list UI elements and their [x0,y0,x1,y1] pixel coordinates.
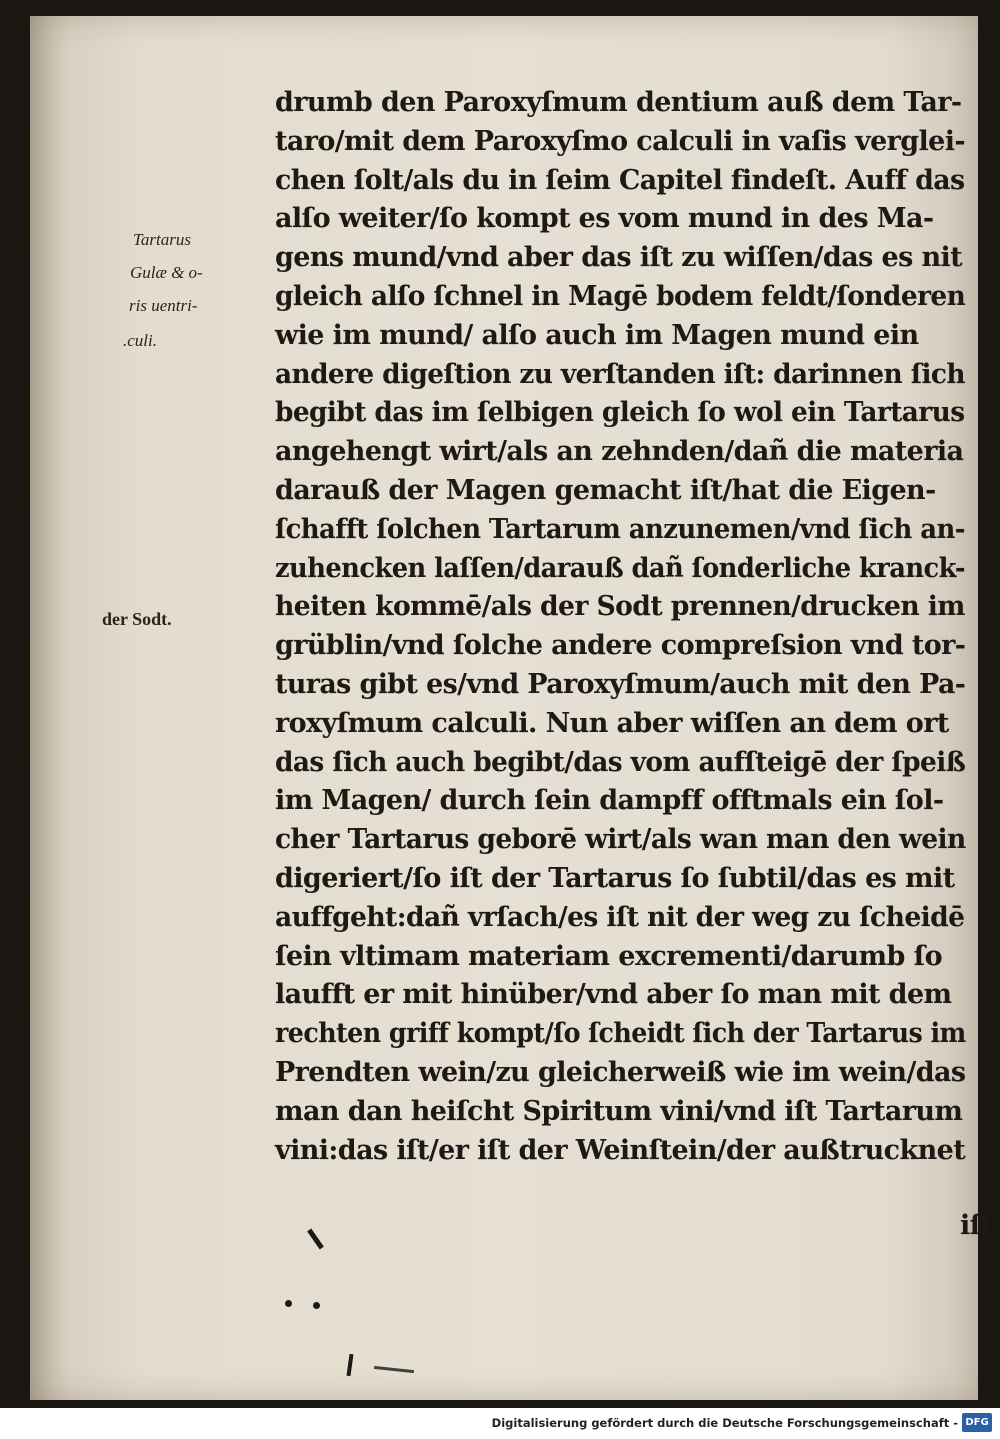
text-line: rechten griff kompt/ſo ſcheidt ſich der Tartarus im [275,1018,966,1050]
margin-note-tartarus: Tartarus [133,230,191,249]
footer-credit: Digitalisierung gefördert durch die Deutsche Forschungsgemeinschaft - [491,1416,958,1430]
text-line: angehengt wirt/als an zehnden/dañ die materia [275,436,964,468]
ink-mark-stroke [307,1229,324,1250]
margin-note-gulae: Gulæ & o- [130,263,203,282]
text-line: Prendten wein/zu gleicherweiß wie im wein/das [275,1057,966,1088]
text-line: man dan heiſcht Spiritum vini/vnd iſt Tartarum [275,1095,963,1127]
text-line: laufft er mit hinüber/vnd aber ſo man mit dem [275,979,952,1011]
book-page [30,16,993,1400]
text-line: zuhencken laſſen/darauß dañ ſonderliche kranck- [275,552,965,584]
text-line: gleich alſo ſchnel in Magē bodem feldt/ſonderen [275,281,966,312]
ink-mark-dot-1 [285,1300,292,1307]
text-line: wie im mund/ alſo auch im Magen mund ein [275,319,919,351]
dfg-logo: DFG [962,1413,992,1432]
margin-note-culi: .culi. [123,331,157,350]
text-line: vini:das iſt/er iſt der Weinſtein/der außtrucknet [275,1134,966,1166]
text-line: ſchafft ſolchen Tartarum anzunemen/vnd ſich an- [275,513,965,545]
text-line: digeriert/ſo iſt der Tartarus ſo ſubtil/das es mit [275,863,955,894]
footer-bar [0,1408,1000,1439]
text-line: im Magen/ durch ſein dampff offtmals ein ſol- [275,785,944,817]
text-line: begibt das im ſelbigen gleich ſo wol ein Tartarus [275,397,965,429]
text-line: roxyſmum calculi. Nun aber wiſſen an dem ort [275,707,949,739]
text-line: alſo weiter/ſo kompt es vom mund in des Ma- [275,203,934,235]
text-line: heiten kommē/als der Sodt prennen/drucken im [275,591,965,623]
ink-mark-bottom-2 [374,1366,414,1373]
text-line: gens mund/vnd aber das iſt zu wiſſen/das es nit [275,242,963,274]
text-line: turas gibt es/vnd Paroxyſmum/auch mit den Pa- [275,669,966,700]
text-line: andere digeſtion zu verſtanden iſt: darinnen ſich [275,358,965,390]
text-line: darauß der Magen gemacht iſt/hat die Eigen- [275,475,936,506]
text-line: drumb den Paroxyſmum dentium auß dem Tar- [275,87,962,118]
text-line: chen ſolt/als du in ſeim Capitel findeſt. Auff das [275,164,965,196]
text-line: das ſich auch begibt/das vom aufſteigē der ſpeiß [275,746,966,778]
text-line: cher Tartarus geborē wirt/als wan man den wein [275,824,966,856]
ink-mark-bottom-1 [346,1354,353,1376]
margin-note-oris: ris uentri- [129,296,198,315]
text-line: taro/mit dem Paroxyſmo calculi in vaſis verglei- [275,125,965,157]
text-line: ſein vltimam materiam excrementi/darumb ſo [275,940,943,972]
text-line: grüblin/vnd ſolche andere compreſsion vnd tor- [275,630,966,662]
ink-mark-dot-2 [313,1302,320,1309]
text-line: auffgeht:dañ vrſach/es iſt nit der weg zu ſcheidē [275,901,965,933]
catchword: iſt [960,1210,993,1241]
margin-note-sodt: der Sodt. [102,609,172,629]
